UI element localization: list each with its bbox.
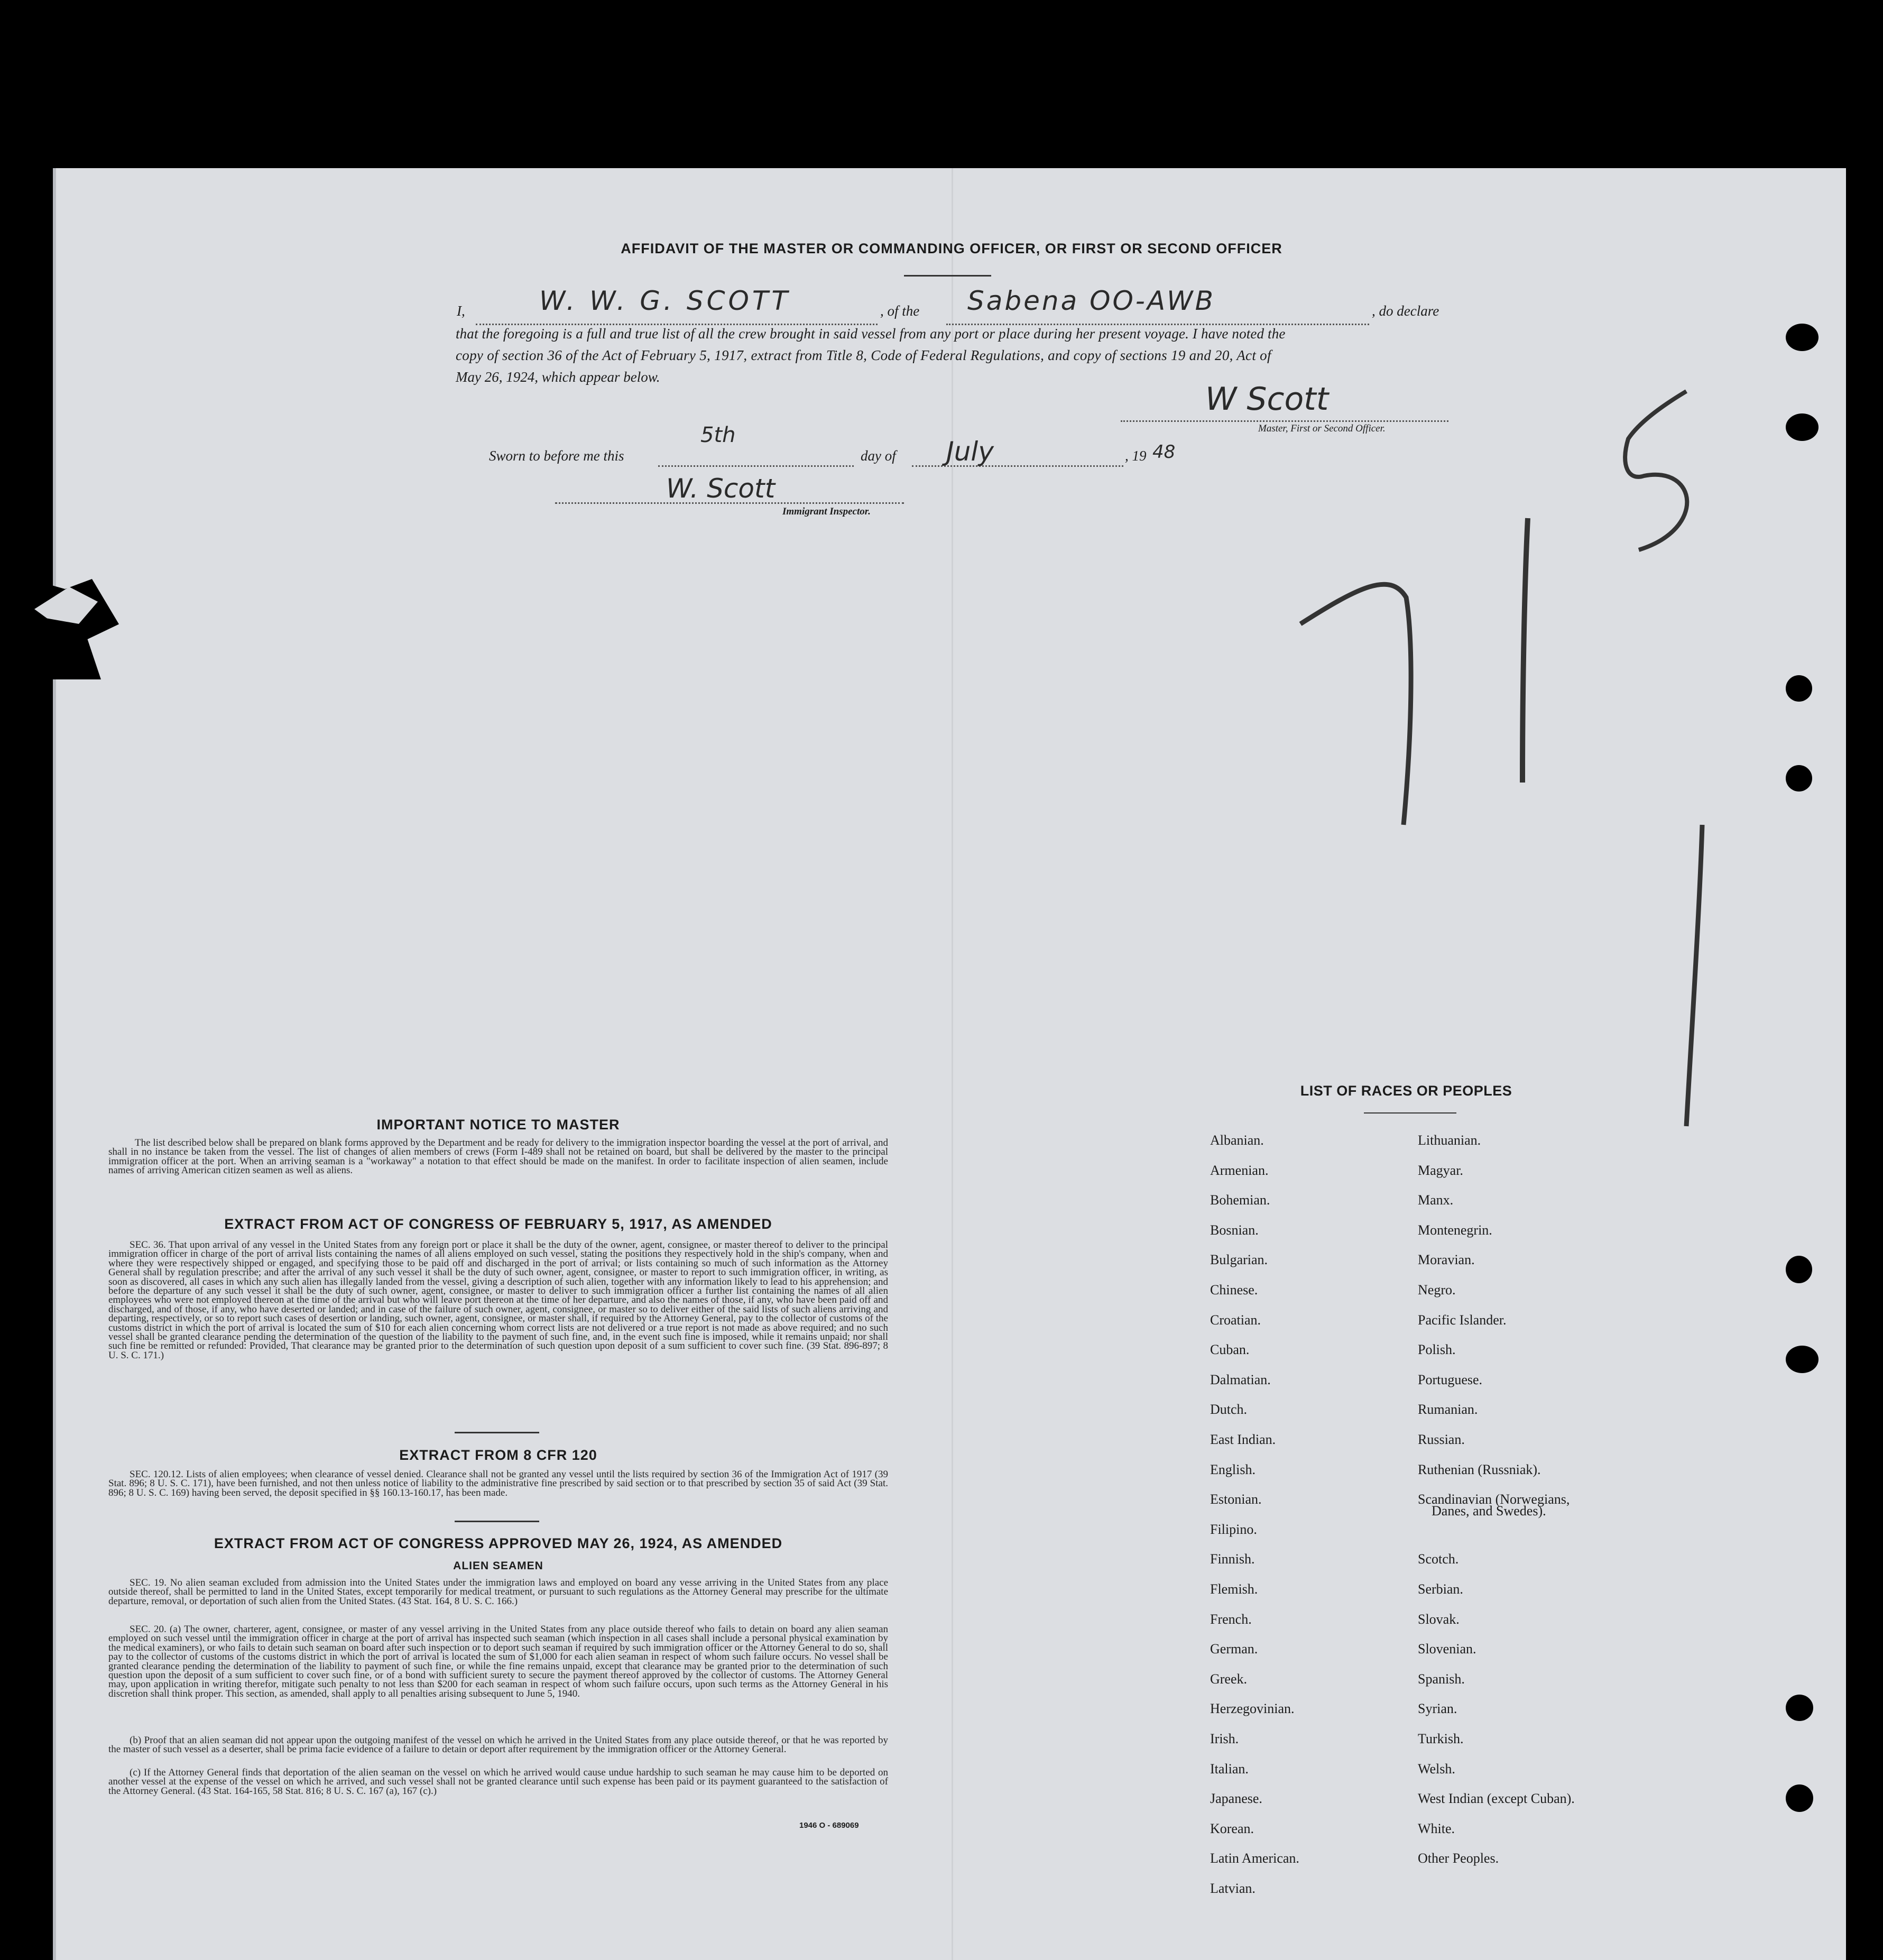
race-item: Rumanian.: [1418, 1402, 1478, 1418]
race-item: Slovak.: [1418, 1611, 1460, 1627]
race-item: Albanian.: [1210, 1133, 1264, 1148]
extract1-title: EXTRACT FROM ACT OF CONGRESS OF FEBRUARY 5, 1917, AS AMENDED: [224, 1216, 772, 1232]
year-handwritten: 48: [1152, 441, 1176, 463]
race-item: Moravian.: [1418, 1252, 1475, 1268]
affidavit-body-line2: copy of section 36 of the Act of February 5, 1917, extract from Title 8, Code of Federal Regulations, and copy of sections 19 and 20, Act of: [456, 347, 1271, 363]
race-item: Serbian.: [1418, 1581, 1463, 1597]
month-handwritten: July: [946, 436, 994, 467]
race-item: Latin American.: [1210, 1851, 1299, 1866]
race-item: Scotch.: [1418, 1551, 1459, 1567]
race-item: Magyar.: [1418, 1162, 1463, 1178]
race-scandinavian-cont: Danes, and Swedes).: [1432, 1503, 1546, 1519]
race-item: Flemish.: [1210, 1581, 1258, 1597]
extract3-text1: SEC. 19. No alien seaman excluded from admission into the United States under the immigration laws and employed on board any vesse arriving in the United States from any place outside thereof, shall be permitted to land in the United States, except temporarily for medical treatment, or pursuant to such regulations as the Attorney General may prescribe for the ultimate departure, removal, or deportation of such alien from the United States. (43 Stat. 164, 8 U. S. C. 166.): [108, 1577, 888, 1607]
race-item: Montenegrin.: [1418, 1222, 1492, 1238]
race-item: White.: [1418, 1820, 1455, 1836]
of-the-text: , of the: [880, 303, 920, 319]
do-declare-text: , do declare: [1372, 303, 1439, 319]
race-item: Herzegovinian.: [1210, 1701, 1295, 1717]
race-item: Syrian.: [1418, 1701, 1457, 1717]
punch-hole: [1786, 1784, 1813, 1812]
race-item: Polish.: [1418, 1342, 1456, 1358]
signature-handwritten: W Scott: [1205, 381, 1329, 418]
name-line: [476, 324, 878, 325]
race-item: Manx.: [1418, 1192, 1454, 1208]
race-item: Finnish.: [1210, 1551, 1255, 1567]
races-title: LIST OF RACES OR PEOPLES: [1300, 1083, 1512, 1099]
race-item: Irish.: [1210, 1731, 1239, 1746]
punch-hole: [1786, 675, 1812, 702]
race-item: Filipino.: [1210, 1521, 1257, 1537]
number-one-stroke: [1522, 518, 1528, 783]
extract2-title: EXTRACT FROM 8 CFR 120: [399, 1447, 597, 1463]
race-item: French.: [1210, 1611, 1252, 1627]
year-prefix: , 19: [1125, 448, 1147, 464]
extract3-text2: SEC. 20. (a) The owner, charterer, agent, consignee, or master of any vessel arriving in the United States from any place outside thereof who fails to detain on board any alien seaman employed on such vessel until the immigration officer in charge at the port of arrival has inspected such seaman (which inspection in all cases shall include a personal physical examination by the medical examiners), or who fails to detain such seaman on board after such inspection or to deport such seaman if required by such immigration officer or the Attorney General to do so, shall pay to the collector of customs of the customs district in which the port of arrival is located the sum of $1,000 for each alien seaman in respect of whom such failure occurs. No vessel shall be granted clearance pending the determination of the liability to payment of such fine, or while the fine remains unpaid, except that clearance may be granted prior to the determination of such question upon the deposit of a sum sufficient to cover such fine, or of a bond with sufficient surety to secure the payment thereof approved by the collector of customs. The Attorney General may, upon application in writing therefor, mitigate such penalty to not less than $200 for each seaman in respect of whom such failure occurs, upon such terms as the Attorney General in his discretion shall think proper. This section, as amended, shall apply to all penalties arising subsequent to June 5, 1940.: [108, 1624, 888, 1699]
affidavit-body-line1: that the foregoing is a full and true list of all the crew brought in said vessel from any port or place during her present voyage. I have noted the: [456, 326, 1286, 342]
race-item: East Indian.: [1210, 1432, 1276, 1447]
extract1-text: SEC. 36. That upon arrival of any vessel in the United States from any foreign port or place it shall be the duty of the owner, agent, consignee, or master thereof to deliver to the principal immigration officer in charge of the port of arrival lists containing the names of all aliens employed on such vessel, stating the positions they respectively hold in the ship's company, when and where they were respectively shipped or engaged, and specifying those to be paid off and discharged in the port of arrival; or lists containing so much of such information as the Attorney General shall by regulation prescribe; and after the arrival of any such vessel it shall be the duty of such owner, agent, consignee, or master to report to such immigration officer, in writing, as soon as discovered, all cases in which any such alien has illegally landed from the vessel, giving a description of such alien, together with any information likely to lead to his apprehension; and before the departure of any such vessel it shall be the duty of such owner, agent, consignee, or master to deliver to such immigration officer a further list containing the names of all alien employees who were not employed thereon at the time of the arrival but who will leave port thereon at the time of her departure, and also the names of those, if any, who have been paid off and discharged, and of those, if any, who have deserted or landed; and in case of the failure of such owner, agent, consignee, or master so to deliver either of the said lists of such aliens arriving and departing, respectively, or so to report such cases of desertion or landing, such owner, agent, consignee, or master shall, if required by the Attorney General, pay to the collector of customs of the customs district in which the port of arrival is located the sum of $10 for each alien concerning whom correct lists are not delivered or a true report is not made as above required; and no such vessel shall be granted clearance pending the determination of the question of the liability to the payment of such fine, and, in the event such fine is imposed, while it remains unpaid; nor shall such fine be remitted or refunded: Provided, That clearance may be granted prior to the determination of such question upon deposit of a sum sufficient to cover such fine. (39 Stat. 896-897; 8 U. S. C. 171.): [108, 1239, 888, 1361]
inspector-handwritten: W. Scott: [666, 473, 776, 504]
extract2-rule: [455, 1432, 539, 1433]
day-of-text: day of: [861, 448, 896, 464]
race-item: Bosnian.: [1210, 1222, 1259, 1238]
race-item: Turkish.: [1418, 1731, 1464, 1746]
race-item: Other Peoples.: [1418, 1851, 1499, 1866]
marginal-numbers: [1269, 370, 1744, 1375]
intro-i: I,: [457, 303, 465, 319]
race-item: Portuguese.: [1418, 1372, 1483, 1387]
signature-label: Master, First or Second Officer.: [1258, 423, 1386, 434]
race-item: Negro.: [1418, 1282, 1456, 1298]
race-item: Spanish.: [1418, 1671, 1465, 1687]
notice-title: IMPORTANT NOTICE TO MASTER: [376, 1117, 620, 1133]
affidavit-title: AFFIDAVIT OF THE MASTER OR COMMANDING OFFICER, OR FIRST OR SECOND OFFICER: [621, 241, 1282, 256]
race-item: Lithuanian.: [1418, 1133, 1481, 1148]
extract2-text: SEC. 120.12. Lists of alien employees; when clearance of vessel denied. Clearance shall not be granted any vessel until the lists required by section 36 of the Immigration Act of 1917 (39 Stat. 896; 8 U. S. C. 171), have been furnished, and not then unless notice of liability to the administrative fine prescribed by said section or to that prescribed by section 35 of said Act (39 Stat. 896; 8 U. S. C. 169) having been served, the deposit specified in §§ 160.13-160.17, has been made.: [108, 1469, 888, 1498]
vessel-handwritten: Sabena OO-AWB: [967, 286, 1215, 316]
race-item: Croatian.: [1210, 1312, 1261, 1328]
race-item: Estonian.: [1210, 1492, 1262, 1507]
day-handwritten: 5th: [700, 423, 736, 447]
race-item: Latvian.: [1210, 1881, 1256, 1896]
month-line: [912, 465, 1123, 467]
punch-hole: [1786, 765, 1812, 792]
sworn-text: Sworn to before me this: [489, 448, 624, 464]
extract3-rule: [455, 1521, 539, 1522]
race-item: Russian.: [1418, 1432, 1465, 1447]
extract3-subtitle: ALIEN SEAMEN: [453, 1560, 543, 1572]
extract3-text4: (c) If the Attorney General finds that deportation of the alien seaman on the vessel on which he arrived would cause undue hardship to such seaman he may cause him to be deported on another vessel at the expense of the vessel on which he arrived, and such vessel shall not be granted clearance until such expense has been paid or its payment guaranteed to the satisfaction of the Attorney General. (43 Stat. 164-165, 58 Stat. 816; 8 U. S. C. 167 (a), 167 (c).): [108, 1767, 888, 1797]
inspector-label: Immigrant Inspector.: [782, 506, 871, 517]
vessel-line: [946, 324, 1369, 325]
extract3-text3: (b) Proof that an alien seaman did not appear upon the outgoing manifest of the vessel on which he arrived in the United States from any place outside thereof, or that he was reported by the master of such vessel as a deserter, shall be prima facie evidence of a failure to detain or deport after requirement by the immigration officer or the Attorney General.: [108, 1735, 888, 1755]
race-item: Dalmatian.: [1210, 1372, 1271, 1387]
race-item: German.: [1210, 1641, 1258, 1657]
race-item: Ruthenian (Russniak).: [1418, 1461, 1541, 1477]
punch-hole: [1786, 1256, 1812, 1283]
race-item: Italian.: [1210, 1761, 1249, 1777]
races-rule: [1364, 1112, 1456, 1114]
race-item: Dutch.: [1210, 1402, 1248, 1418]
punch-hole: [1786, 1695, 1813, 1721]
punch-hole: [1786, 324, 1819, 351]
notice-text: The list described below shall be prepared on blank forms approved by the Department and be ready for delivery to the immigration inspector boarding the vessel at the port of arrival, and shall in no instance be taken from the vessel. The list of changes of alien members of crews (Form I-489 shall not be retained on board, but shall be delivered by the master to the principal immigration officer at the port. When an arriving seaman is a "workaway" a notation to that effect should be made on the manifest. In order to facilitate inspection of alien seamen, include names of arriving American citizen seamen as well as aliens.: [108, 1137, 888, 1176]
race-item: Korean.: [1210, 1820, 1254, 1836]
race-item: English.: [1210, 1461, 1256, 1477]
punch-hole: [1786, 413, 1819, 441]
race-item: Cuban.: [1210, 1342, 1250, 1358]
race-item: Bohemian.: [1210, 1192, 1270, 1208]
number-seven-stroke: [1300, 584, 1411, 825]
title-rule: [904, 275, 991, 277]
number-five-stroke: [1625, 391, 1687, 550]
race-item: Scandinavian (Norwegians,: [1418, 1492, 1570, 1507]
race-item: Japanese.: [1210, 1791, 1262, 1807]
race-item: West Indian (except Cuban).: [1418, 1791, 1575, 1807]
name-handwritten: W. W. G. SCOTT: [539, 286, 791, 316]
race-item: Greek.: [1210, 1671, 1248, 1687]
race-item: Pacific Islander.: [1418, 1312, 1507, 1328]
race-item: Welsh.: [1418, 1761, 1455, 1777]
punch-hole: [1786, 1346, 1819, 1373]
print-code: 1946 O - 689069: [799, 1821, 859, 1830]
race-item: Slovenian.: [1418, 1641, 1476, 1657]
race-item: Armenian.: [1210, 1162, 1269, 1178]
extract3-title: EXTRACT FROM ACT OF CONGRESS APPROVED MAY 26, 1924, AS AMENDED: [214, 1535, 783, 1551]
pencil-mark-stroke: [1686, 825, 1702, 1126]
day-line: [658, 465, 854, 467]
affidavit-body-line3: May 26, 1924, which appear below.: [456, 369, 660, 385]
race-item: Chinese.: [1210, 1282, 1258, 1298]
race-item: Bulgarian.: [1210, 1252, 1268, 1268]
